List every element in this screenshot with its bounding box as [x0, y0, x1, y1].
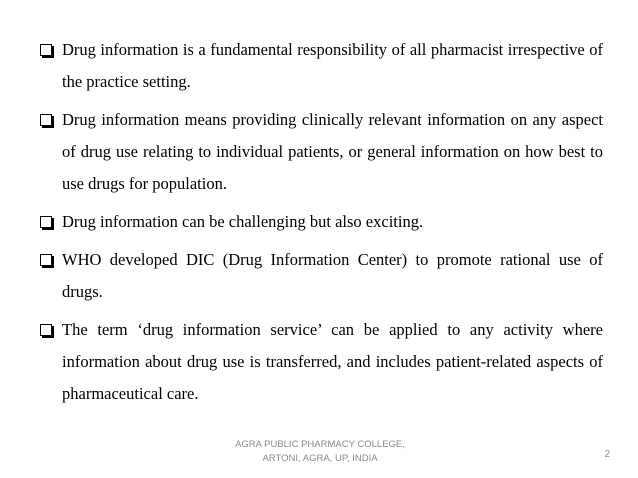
checkbox-square-icon — [40, 44, 52, 56]
footer-line-1: AGRA PUBLIC PHARMACY COLLEGE, — [235, 439, 405, 450]
bullet-item — [40, 34, 603, 98]
bullet-item — [40, 244, 603, 308]
bullet-text: Drug information can be challenging but also exciting. — [62, 212, 424, 231]
bullet-item — [40, 206, 603, 238]
bullet-text: Drug information is a fundamental responsibility of all pharmacist irrespective of the practice setting. — [62, 40, 603, 91]
checkbox-square-icon — [40, 324, 52, 336]
bullet-text: The term ‘drug information service’ can be applied to any activity where information about drug use is transferred, and includes patient-related aspects of pharmaceutical care. — [62, 320, 603, 403]
footer-institution — [210, 438, 430, 466]
bullet-item — [40, 104, 603, 200]
bullet-item — [40, 314, 603, 410]
footer-line-2: ARTONI, AGRA, UP, INDIA — [262, 453, 378, 464]
bullet-list — [40, 34, 603, 416]
checkbox-square-icon — [40, 114, 52, 126]
checkbox-square-icon — [40, 254, 52, 266]
checkbox-square-icon — [40, 216, 52, 228]
page-number: 2 — [604, 449, 610, 460]
bullet-text: WHO developed DIC (Drug Information Center) to promote rational use of drugs. — [62, 250, 603, 301]
bullet-text: Drug information means providing clinically relevant information on any aspect of drug use relating to individual patients, or general information on how best to use drugs for population. — [62, 110, 603, 193]
